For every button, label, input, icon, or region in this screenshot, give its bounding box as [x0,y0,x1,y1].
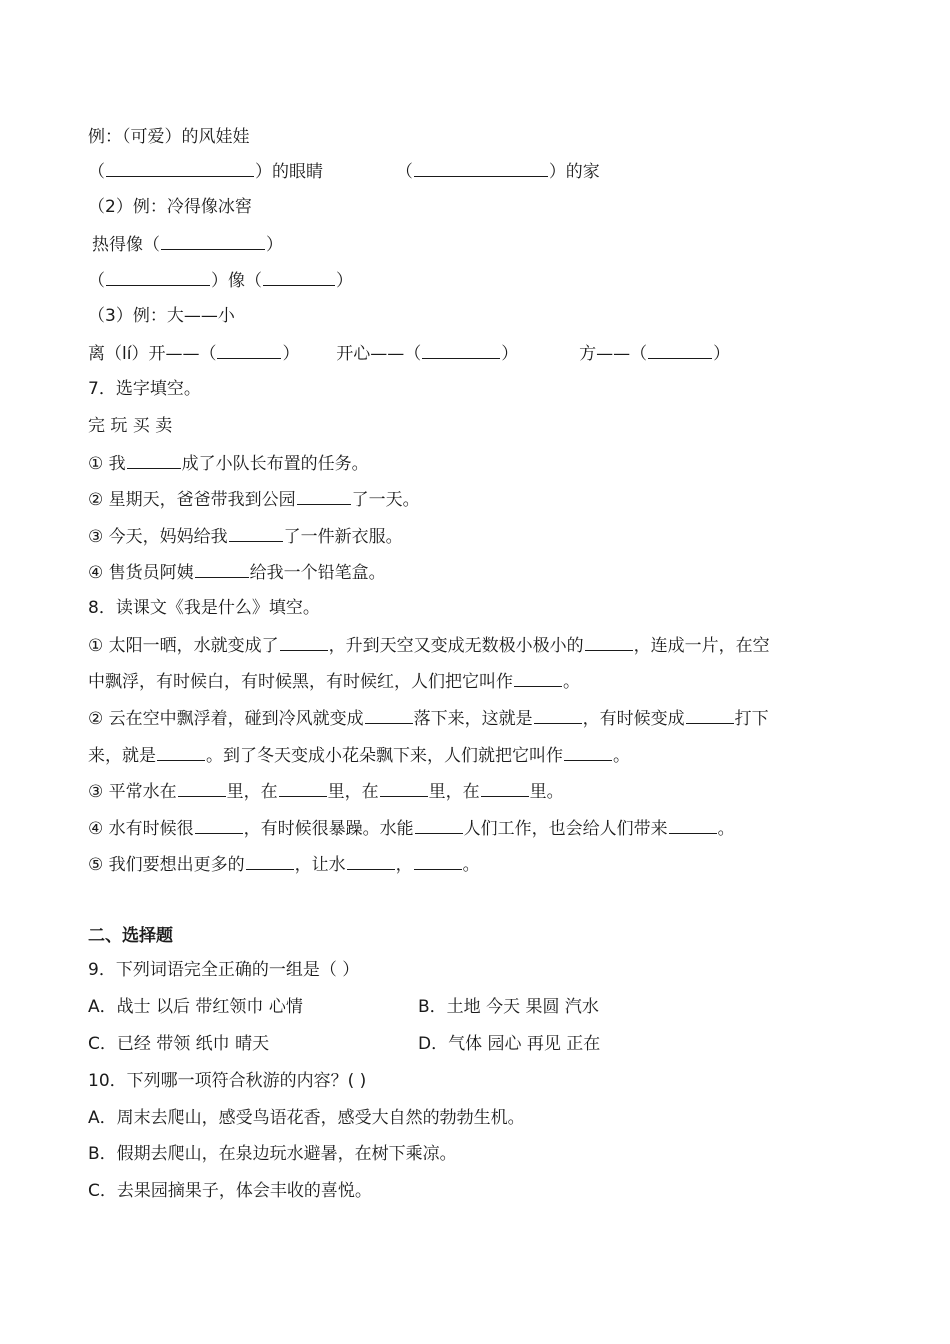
q9-options-row-1 [88,996,599,1018]
answer-blank[interactable] [127,452,181,469]
answer-blank[interactable] [380,780,428,797]
answer-blank[interactable] [263,269,335,286]
answer-blank[interactable] [246,853,294,870]
answer-blank[interactable] [297,488,351,505]
q9-option-d[interactable]: D．气体 园心 再见 正在 [418,1034,601,1054]
example-2: （2）例：冷得像冰窖 [88,197,252,217]
q9-option-c[interactable]: C．已经 带领 纸巾 晴天 [88,1034,270,1054]
q8-line-7: ⑤ 我们要想出更多的 ，让水 ， 。 [88,855,480,875]
fill-row-3: （ ）像（ ） [88,271,353,291]
q9-option-a[interactable]: A．战士 以后 带红领巾 心情 [88,997,303,1017]
question-7-title: 7．选字填空。 [88,379,201,399]
answer-blank[interactable] [229,525,283,542]
q7-sentence-3: ③ 今天，妈妈给我 了一件新衣服。 [88,527,403,547]
q7-sentence-4: ④ 售货员阿姨 给我一个铅笔盒。 [88,563,386,583]
answer-blank[interactable] [669,817,717,834]
q10-option-b[interactable]: B．假期去爬山，在泉边玩水避暑，在树下乘凉。 [88,1144,457,1164]
example-1: 例：（可爱）的风娃娃 [88,127,250,147]
question-8-title: 8．读课文《我是什么》填空。 [88,598,320,618]
answer-blank[interactable] [415,817,463,834]
answer-blank[interactable] [347,853,395,870]
answer-blank[interactable] [157,744,205,761]
answer-blank[interactable] [585,634,633,651]
example-3: （3）例：大——小 [88,306,235,326]
question-10-title: 10．下列哪一项符合秋游的内容？( ) [88,1071,367,1091]
q9-options-row-2 [88,1033,600,1055]
q8-line-3: ② 云在空中飘浮着，碰到冷风就变成 落下来，这就是 ，有时候变成 打下 [88,709,769,729]
answer-blank[interactable] [106,160,254,177]
q9-option-b[interactable]: B．土地 今天 果圆 汽水 [418,997,599,1017]
answer-blank[interactable] [422,342,500,359]
answer-blank[interactable] [106,269,210,286]
answer-blank[interactable] [414,160,548,177]
q8-line-4: 来，就是 。到了冬天变成小花朵飘下来，人们就把它叫作 。 [88,746,630,766]
section-heading: 二、选择题 [88,926,173,946]
answer-blank[interactable] [481,780,529,797]
fill-row-4: 离（lí）开——（ ） 开心——（ ） 方——（ ） [88,344,731,364]
answer-blank[interactable] [534,707,582,724]
answer-blank[interactable] [178,780,226,797]
q7-sentence-2: ② 星期天，爸爸带我到公园 了一天。 [88,490,420,510]
q10-option-a[interactable]: A．周末去爬山，感受鸟语花香，感受大自然的勃勃生机。 [88,1108,525,1128]
answer-blank[interactable] [365,707,413,724]
answer-blank[interactable] [564,744,612,761]
q8-line-1: ① 太阳一晒，水就变成了 ，升到天空又变成无数极小极小的 ，连成一片，在空 [88,636,770,656]
answer-blank[interactable] [414,853,462,870]
answer-blank[interactable] [648,342,712,359]
fill-row-1: （ ）的眼睛 （ ）的家 [88,162,600,182]
answer-blank[interactable] [280,634,328,651]
q7-sentence-1: ① 我 成了小队长布置的任务。 [88,454,369,474]
answer-blank[interactable] [279,780,327,797]
answer-blank[interactable] [217,342,281,359]
q8-line-6: ④ 水有时候很 ，有时候很暴躁。水能 人们工作，也会给人们带来 。 [88,819,735,839]
answer-blank[interactable] [686,707,734,724]
fill-row-2: 热得像（ ） [92,235,283,255]
answer-blank[interactable] [195,817,243,834]
question-9-title: 9．下列词语完全正确的一组是（ ） [88,960,360,980]
answer-blank[interactable] [161,233,265,250]
question-7-chars: 完 玩 买 卖 [88,416,173,436]
q10-option-c[interactable]: C．去果园摘果子，体会丰收的喜悦。 [88,1181,372,1201]
q8-line-5: ③ 平常水在 里，在 里，在 里，在 里。 [88,782,564,802]
answer-blank[interactable] [195,561,249,578]
q8-line-2: 中飘浮，有时候白，有时候黑，有时候红，人们把它叫作 。 [88,672,580,692]
answer-blank[interactable] [514,670,562,687]
